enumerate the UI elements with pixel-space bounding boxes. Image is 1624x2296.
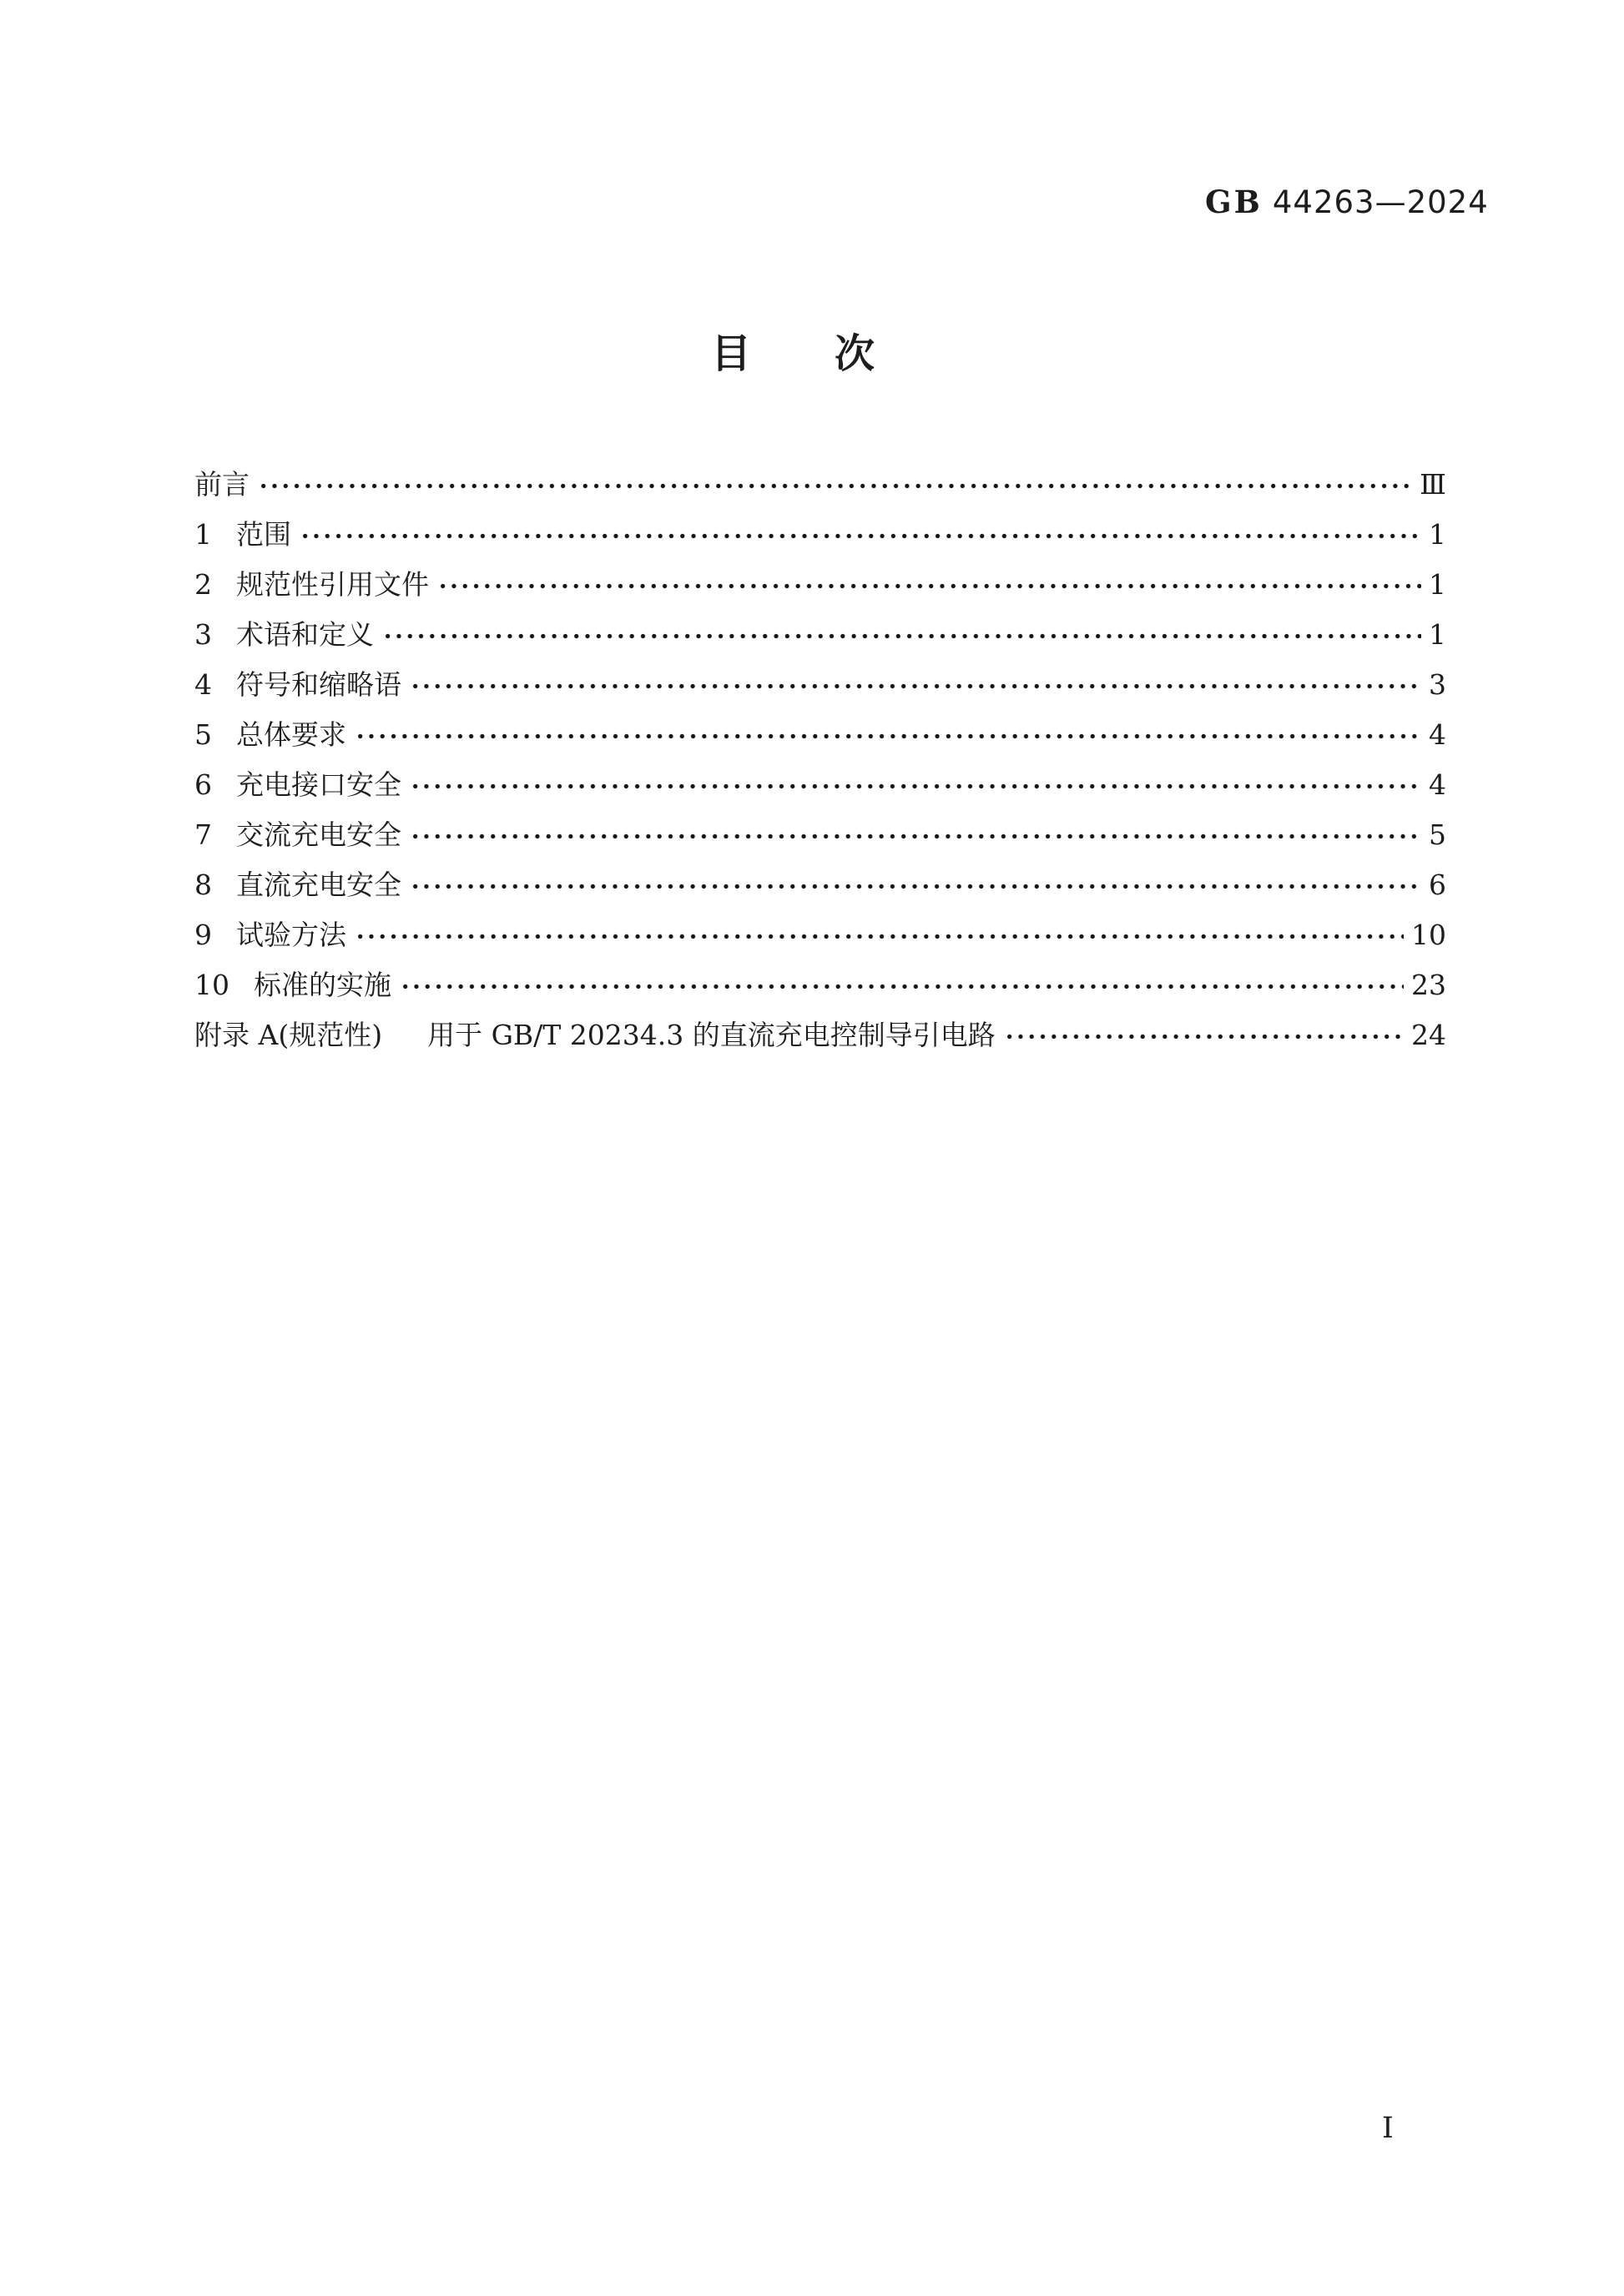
toc-item-number: 3 (194, 617, 212, 651)
toc-row-5 (194, 709, 1446, 759)
toc-item-label-suffix: 用于 GB/T 20234.3 的直流充电控制导引电路 (427, 1018, 996, 1051)
toc-row-10 (194, 959, 1446, 1010)
toc-item-number: 7 (194, 818, 212, 851)
toc-row-9 (194, 909, 1446, 959)
standard-code (1205, 184, 1489, 220)
dot-leader (410, 683, 1421, 689)
toc-row-8 (194, 859, 1446, 909)
toc-row-7 (194, 809, 1446, 859)
toc-item-page: 6 (1429, 868, 1446, 901)
toc-item-number: 2 (194, 567, 212, 601)
toc-item-page: 5 (1429, 818, 1446, 851)
dot-leader (300, 533, 1421, 539)
toc-item-page: Ⅲ (1420, 467, 1446, 501)
toc-item-page: 1 (1429, 517, 1446, 551)
title-char-first: 目 (710, 330, 751, 377)
toc-item-label: 交流充电安全 (236, 818, 401, 851)
toc-item-label: 直流充电安全 (236, 868, 401, 901)
dot-leader (410, 884, 1421, 889)
dot-leader (400, 984, 1404, 989)
toc-item-label: 范围 (236, 517, 291, 551)
dot-leader (258, 483, 1412, 489)
toc-item-page: 24 (1411, 1018, 1446, 1051)
toc-item-label: 标准的实施 (254, 968, 391, 1001)
toc-item-number: 1 (194, 517, 212, 551)
toc-item-label: 总体要求 (236, 718, 346, 751)
dot-leader (437, 583, 1421, 589)
toc-item-page: 1 (1429, 617, 1446, 651)
title-char-second: 次 (835, 330, 875, 377)
toc-item-number: 9 (194, 918, 212, 951)
toc-item-number: 10 (194, 968, 229, 1001)
standard-code-org: GB (1205, 184, 1263, 220)
toc-item-label: 前言 (194, 467, 250, 501)
toc-row-4 (194, 659, 1446, 709)
toc-row-3 (194, 609, 1446, 659)
toc-item-page: 3 (1429, 667, 1446, 701)
toc-row-foreword (194, 459, 1446, 509)
toc-item-number: 8 (194, 868, 212, 901)
toc-item-page: 23 (1411, 968, 1446, 1001)
toc-item-page: 4 (1429, 718, 1446, 751)
toc-row-6 (194, 759, 1446, 809)
dot-leader (382, 633, 1421, 639)
toc-item-label: 附录 A(规范性) (194, 1018, 383, 1051)
dot-leader (1004, 1034, 1404, 1040)
toc-item-label: 规范性引用文件 (236, 567, 429, 601)
toc-item-page: 4 (1429, 768, 1446, 801)
toc-item-number: 4 (194, 667, 212, 701)
toc-item-page: 1 (1429, 567, 1446, 601)
dot-leader (355, 733, 1421, 739)
dot-leader (355, 934, 1404, 939)
toc-row-annex-a (194, 1010, 1446, 1060)
toc-row-1 (194, 509, 1446, 559)
toc-item-label: 符号和缩略语 (236, 667, 401, 701)
footer-page-number: I (1382, 2112, 1394, 2145)
page-title (0, 330, 1586, 377)
toc-row-2 (194, 559, 1446, 609)
toc-item-number: 6 (194, 768, 212, 801)
standard-code-number: 44263—2024 (1272, 184, 1489, 220)
toc-item-label: 术语和定义 (236, 617, 374, 651)
toc-item-number: 5 (194, 718, 212, 751)
dot-leader (410, 833, 1421, 839)
toc-item-page: 10 (1411, 918, 1446, 951)
toc-item-label: 充电接口安全 (236, 768, 401, 801)
table-of-contents (194, 459, 1446, 1060)
toc-item-label: 试验方法 (236, 918, 346, 951)
dot-leader (410, 783, 1421, 789)
